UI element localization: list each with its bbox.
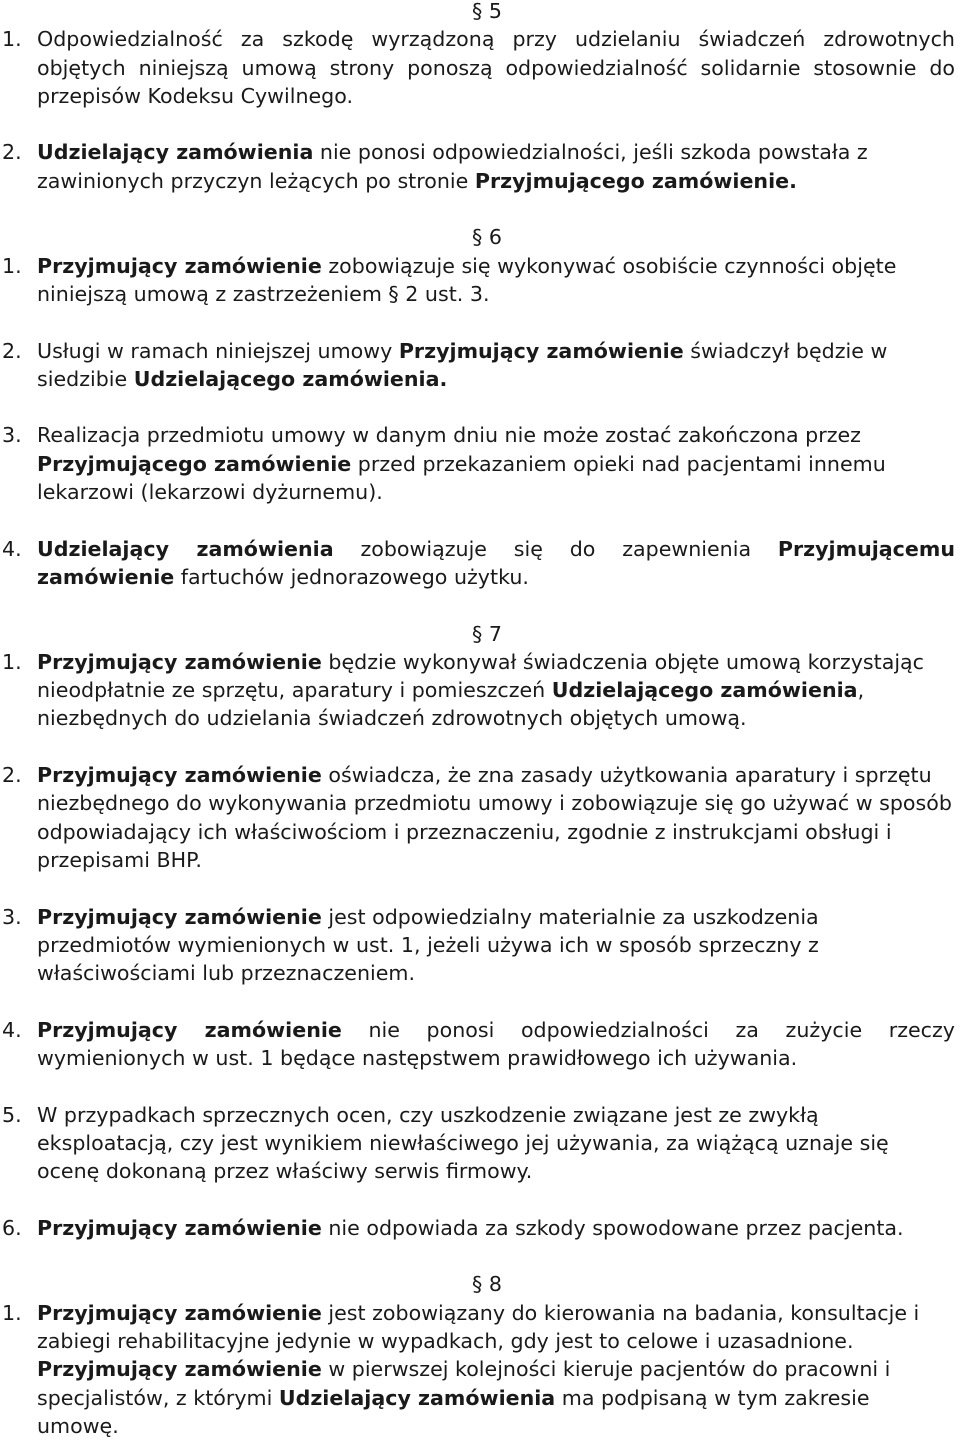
- paragraph-text: jest odpowiedzialny materialnie za uszkodzenia przedmiotów wymienionych w ust. 1, jeżeli używa ich w sposób sprzeczny z właściwościami lub przeznaczeniem.: [37, 904, 819, 986]
- paragraph-number: 1.: [2, 27, 22, 52]
- party-name-bold: Udzielającego zamówienia: [551, 678, 858, 703]
- paragraph-spacer: [0, 1072, 960, 1100]
- paragraph-text: nie ponosi odpowiedzialności, jeśli szkoda powstała z zawinionych przyczyn leżących po stronie: [37, 140, 868, 193]
- numbered-paragraph: [0, 25, 960, 110]
- numbered-paragraph: [0, 535, 960, 592]
- numbered-paragraph: [0, 761, 960, 874]
- paragraph-number: 5.: [2, 1102, 22, 1127]
- paragraph-spacer: [0, 308, 960, 336]
- numbered-paragraph: [0, 903, 960, 988]
- party-name-bold: Przyjmujący zamówienie: [398, 338, 684, 363]
- party-name-bold: Przyjmującego zamówienie.: [474, 168, 797, 193]
- paragraph-number: 1.: [2, 253, 22, 278]
- paragraph-text: nie odpowiada za szkody spowodowane przez pacjenta.: [321, 1215, 904, 1240]
- section-heading: § 8: [472, 1272, 502, 1297]
- numbered-paragraph: [0, 1101, 960, 1186]
- paragraph-spacer: [0, 1185, 960, 1213]
- paragraph-text: Realizacja przedmiotu umowy w danym dniu nie może zostać zakończona przez: [37, 423, 861, 448]
- party-name-bold: Przyjmujący zamówienie: [37, 649, 322, 674]
- paragraph-spacer: [0, 591, 960, 619]
- party-name-bold: Przyjmujący zamówienie: [37, 253, 322, 278]
- party-name-bold: Przyjmujący zamówienie: [37, 1017, 342, 1042]
- paragraph-spacer: [0, 874, 960, 902]
- party-name-bold: Udzielający zamówienia: [37, 536, 334, 561]
- paragraph-text: nie ponosi odpowiedzialności za zużycie rzeczy wymienionych w ust. 1 będące następstwem prawidłowego ich używania.: [37, 1017, 955, 1070]
- party-name-bold: Przyjmujący zamówienie: [37, 1215, 322, 1240]
- paragraph-text: ma podpisaną w tym zakresie umowę.: [37, 1385, 870, 1438]
- numbered-paragraph: [0, 1214, 960, 1242]
- paragraph-number: 1.: [2, 649, 22, 674]
- section-heading: § 7: [472, 621, 502, 646]
- party-name-bold: Przyjmujący zamówienie: [37, 904, 322, 929]
- numbered-paragraph: [0, 421, 960, 506]
- paragraph-number: 2.: [2, 140, 22, 165]
- paragraph-text: będzie wykonywał świadczenia objęte umową korzystając nieodpłatnie ze sprzętu, aparatury i pomieszczeń: [37, 649, 925, 703]
- party-name-bold: Przyjmujący zamówienie: [37, 1357, 322, 1382]
- section-heading: § 6: [472, 225, 502, 250]
- paragraph-text: zobowiązuje się wykonywać osobiście czynności objęte niniejszą umową z zastrzeżeniem § 2 ust. 3.: [37, 253, 897, 306]
- paragraph-number: 4.: [2, 536, 22, 561]
- numbered-paragraph: [0, 252, 960, 309]
- paragraph-spacer: [0, 1242, 960, 1270]
- paragraph-spacer: [0, 987, 960, 1015]
- paragraph-text: świadczył będzie w siedzibie: [37, 338, 888, 391]
- party-name-bold: Udzielający zamówienia: [278, 1385, 556, 1410]
- paragraph-text: oświadcza, że zna zasady użytkowania aparatury i sprzętu niezbędnego do wykonywania przedmiotu umowy i zobowiązuje się go używać w sposób odpowiadający ich właściwościom i przeznaczeniu, zgodnie z instrukcjami obsługi i przepisami BHP.: [37, 763, 952, 872]
- paragraph-text: , niezbędnych do udzielania świadczeń zdrowotnych objętych umową.: [37, 678, 865, 731]
- paragraph-text: zobowiązuje się do zapewnienia: [333, 536, 778, 561]
- paragraph-number: 3.: [2, 423, 22, 448]
- paragraph-spacer: [0, 506, 960, 534]
- party-name-bold: Przyjmującemu zamówienie: [37, 536, 955, 589]
- paragraph-number: 6.: [2, 1215, 22, 1240]
- party-name-bold: Przyjmujący zamówienie: [37, 1300, 322, 1325]
- paragraph-spacer: [0, 733, 960, 761]
- paragraph-text: W przypadkach sprzecznych ocen, czy uszkodzenie związane jest ze zwykłą eksploatacją, czy jest wynikiem niewłaściwego jej używania, za wiążącą uznaje się ocenę dokonaną przez właściwy serwis firmowy.: [37, 1102, 889, 1184]
- paragraph-text: fartuchów jednorazowego użytku.: [174, 564, 529, 589]
- paragraph-number: 2.: [2, 338, 22, 363]
- numbered-paragraph: [0, 337, 960, 394]
- party-name-bold: Udzielający zamówienia: [37, 140, 314, 165]
- numbered-paragraph: [0, 648, 960, 733]
- numbered-paragraph: [0, 1299, 960, 1440]
- party-name-bold: Przyjmujący zamówienie: [37, 763, 322, 788]
- numbered-paragraph: [0, 1016, 960, 1073]
- paragraph-text: Usługi w ramach niniejszej umowy: [37, 338, 399, 363]
- paragraph-text: Odpowiedzialność za szkodę wyrządzoną przy udzielaniu świadczeń zdrowotnych objętych niniejszą umową strony ponoszą odpowiedzialność solidarnie stosownie do przepisów Kodeksu Cywilnego.: [37, 27, 955, 108]
- paragraph-text: przed przekazaniem opieki nad pacjentami innemu lekarzowi (lekarzowi dyżurnemu).: [37, 451, 886, 505]
- paragraph-spacer: [0, 393, 960, 421]
- paragraph-spacer: [0, 110, 960, 138]
- paragraph-number: 2.: [2, 763, 22, 788]
- paragraph-spacer: [0, 195, 960, 223]
- paragraph-number: 3.: [2, 904, 22, 929]
- paragraph-number: 1.: [2, 1300, 22, 1325]
- party-name-bold: Udzielającego zamówienia.: [133, 366, 448, 391]
- section-heading: § 5: [472, 0, 502, 23]
- paragraph-text: w pierwszej kolejności kieruje pacjentów do pracowni i specjalistów, z którymi: [37, 1357, 891, 1410]
- party-name-bold: Przyjmującego zamówienie: [37, 451, 352, 476]
- numbered-paragraph: [0, 138, 960, 195]
- paragraph-text: jest zobowiązany do kierowania na badania, konsultacje i zabiegi rehabilitacyjne jedynie w wypadkach, gdy jest to celowe i uzasadnione.: [37, 1300, 920, 1353]
- paragraph-number: 4.: [2, 1017, 22, 1042]
